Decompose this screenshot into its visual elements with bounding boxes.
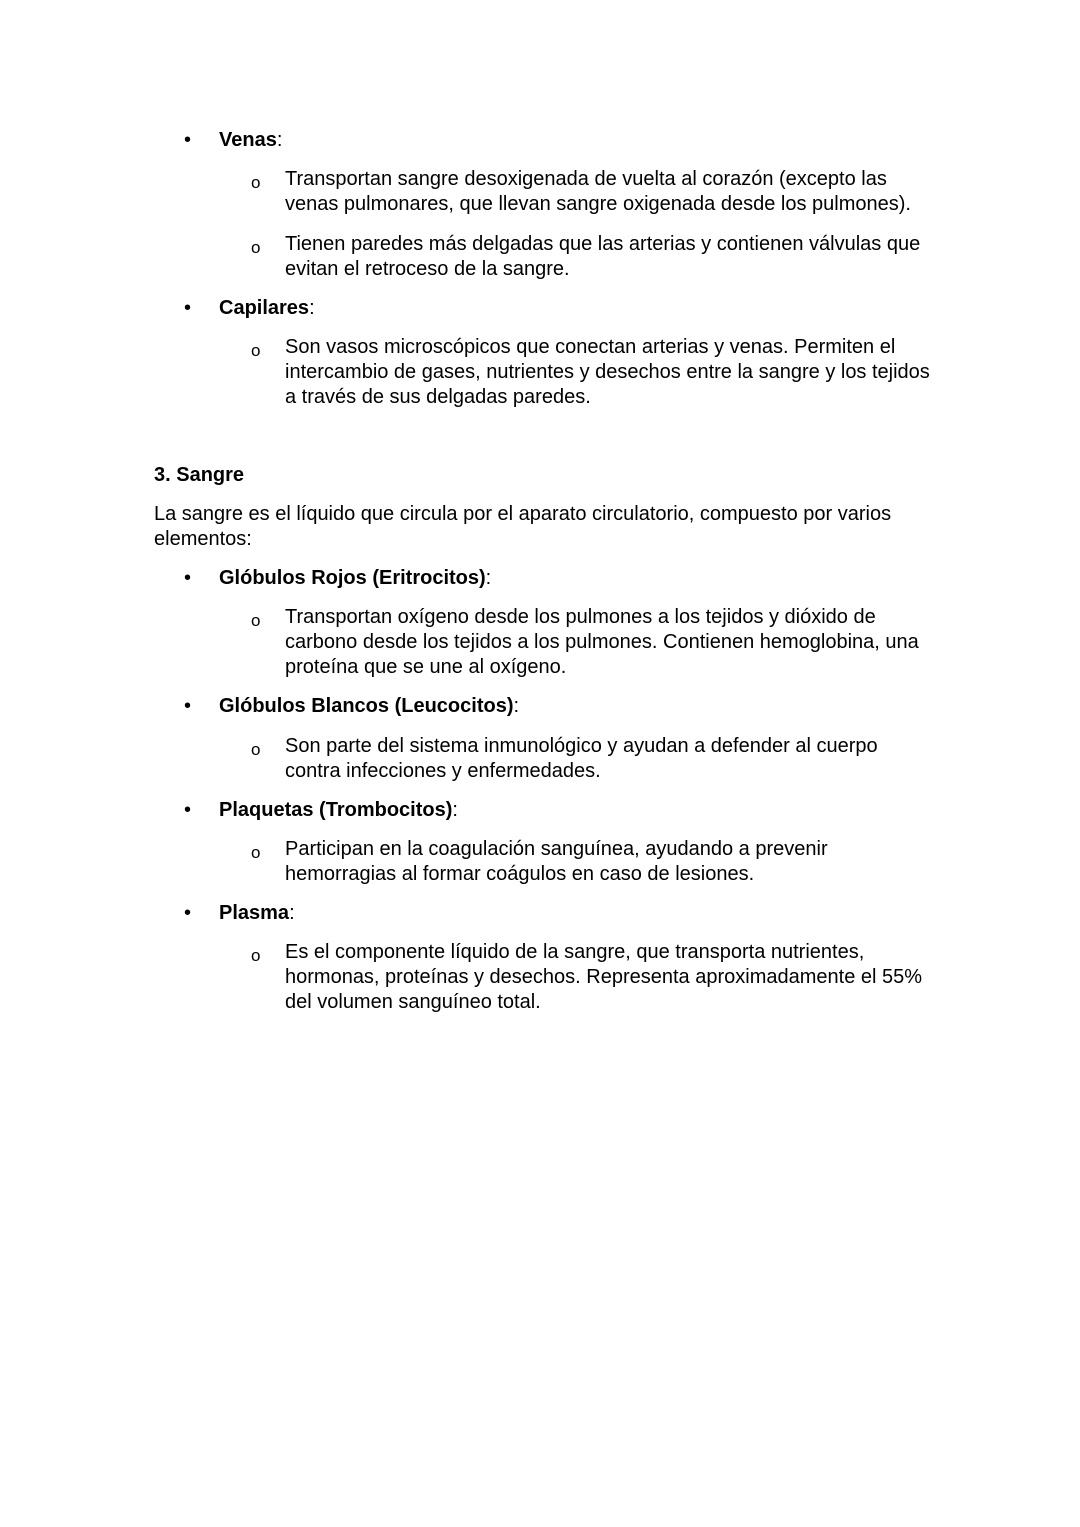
sub-item-venas-2: Tienen paredes más delgadas que las arterias y contienen válvulas que evitan el retroceso de la sangre. [285, 233, 921, 280]
list-item-plaquetas [219, 798, 939, 823]
section-intro: La sangre es el líquido que circula por el aparato circulatorio, compuesto por varios elementos: [154, 503, 892, 550]
bullet-marker: • [184, 799, 192, 821]
term-colon: : [485, 567, 492, 589]
bullet-marker: • [184, 297, 192, 319]
term-colon: : [309, 297, 315, 319]
term-colon: : [452, 799, 458, 821]
list-item-globulos-blancos [219, 694, 939, 719]
sub-bullet-marker: o [251, 611, 261, 630]
sub-bullet-marker: o [251, 946, 261, 965]
list-item-capilares [219, 296, 939, 321]
bullet-marker: • [184, 695, 192, 717]
sub-bullet-marker: o [251, 238, 261, 257]
bullet-marker: • [184, 129, 192, 151]
term-colon: : [513, 695, 520, 717]
list-item-globulos-rojos [219, 566, 939, 591]
term-globulos-blancos: Glóbulos Blancos (Leucocitos) [219, 695, 514, 717]
term-venas: Venas [219, 129, 277, 151]
sub-item-venas-1: Transportan sangre desoxigenada de vuelta al corazón (excepto las venas pulmonares, que llevan sangre oxigenada desde los pulmones). [285, 168, 911, 215]
sub-item-globulos-rojos: Transportan oxígeno desde los pulmones a los tejidos y dióxido de carbono desde los tejidos a los pulmones. Contienen hemoglobina, una proteína que se une al oxígeno. [285, 606, 919, 678]
sub-bullet-marker: o [251, 173, 261, 192]
term-plaquetas: Plaquetas (Trombocitos) [219, 799, 453, 821]
sub-item-capilares-1: Son vasos microscópicos que conectan arterias y venas. Permiten el intercambio de gases, nutrientes y desechos entre la sangre y los tejidos a través de sus delgadas paredes. [285, 336, 930, 408]
term-colon: : [289, 902, 295, 924]
list-item-plasma [219, 901, 939, 926]
term-plasma: Plasma [219, 902, 290, 924]
sub-item-plasma: Es el componente líquido de la sangre, que transporta nutrientes, hormonas, proteínas y desechos. Representa aproximadamente el 55% del volumen sanguíneo total. [285, 941, 923, 1013]
term-colon: : [276, 129, 283, 151]
term-capilares: Capilares [219, 297, 310, 319]
sub-item-plaquetas: Participan en la coagulación sanguínea, ayudando a prevenir hemorragias al formar coágulos en caso de lesiones. [285, 838, 828, 885]
term-globulos-rojos: Glóbulos Rojos (Eritrocitos) [219, 567, 486, 589]
sub-bullet-marker: o [251, 341, 261, 360]
bullet-marker: • [184, 902, 192, 924]
bullet-marker: • [184, 567, 192, 589]
list-item-venas [219, 128, 939, 153]
sub-bullet-marker: o [251, 740, 261, 759]
sub-item-globulos-blancos: Son parte del sistema inmunológico y ayudan a defender al cuerpo contra infecciones y enfermedades. [285, 735, 878, 782]
sub-bullet-marker: o [251, 843, 261, 862]
section-heading: 3. Sangre [154, 464, 245, 486]
